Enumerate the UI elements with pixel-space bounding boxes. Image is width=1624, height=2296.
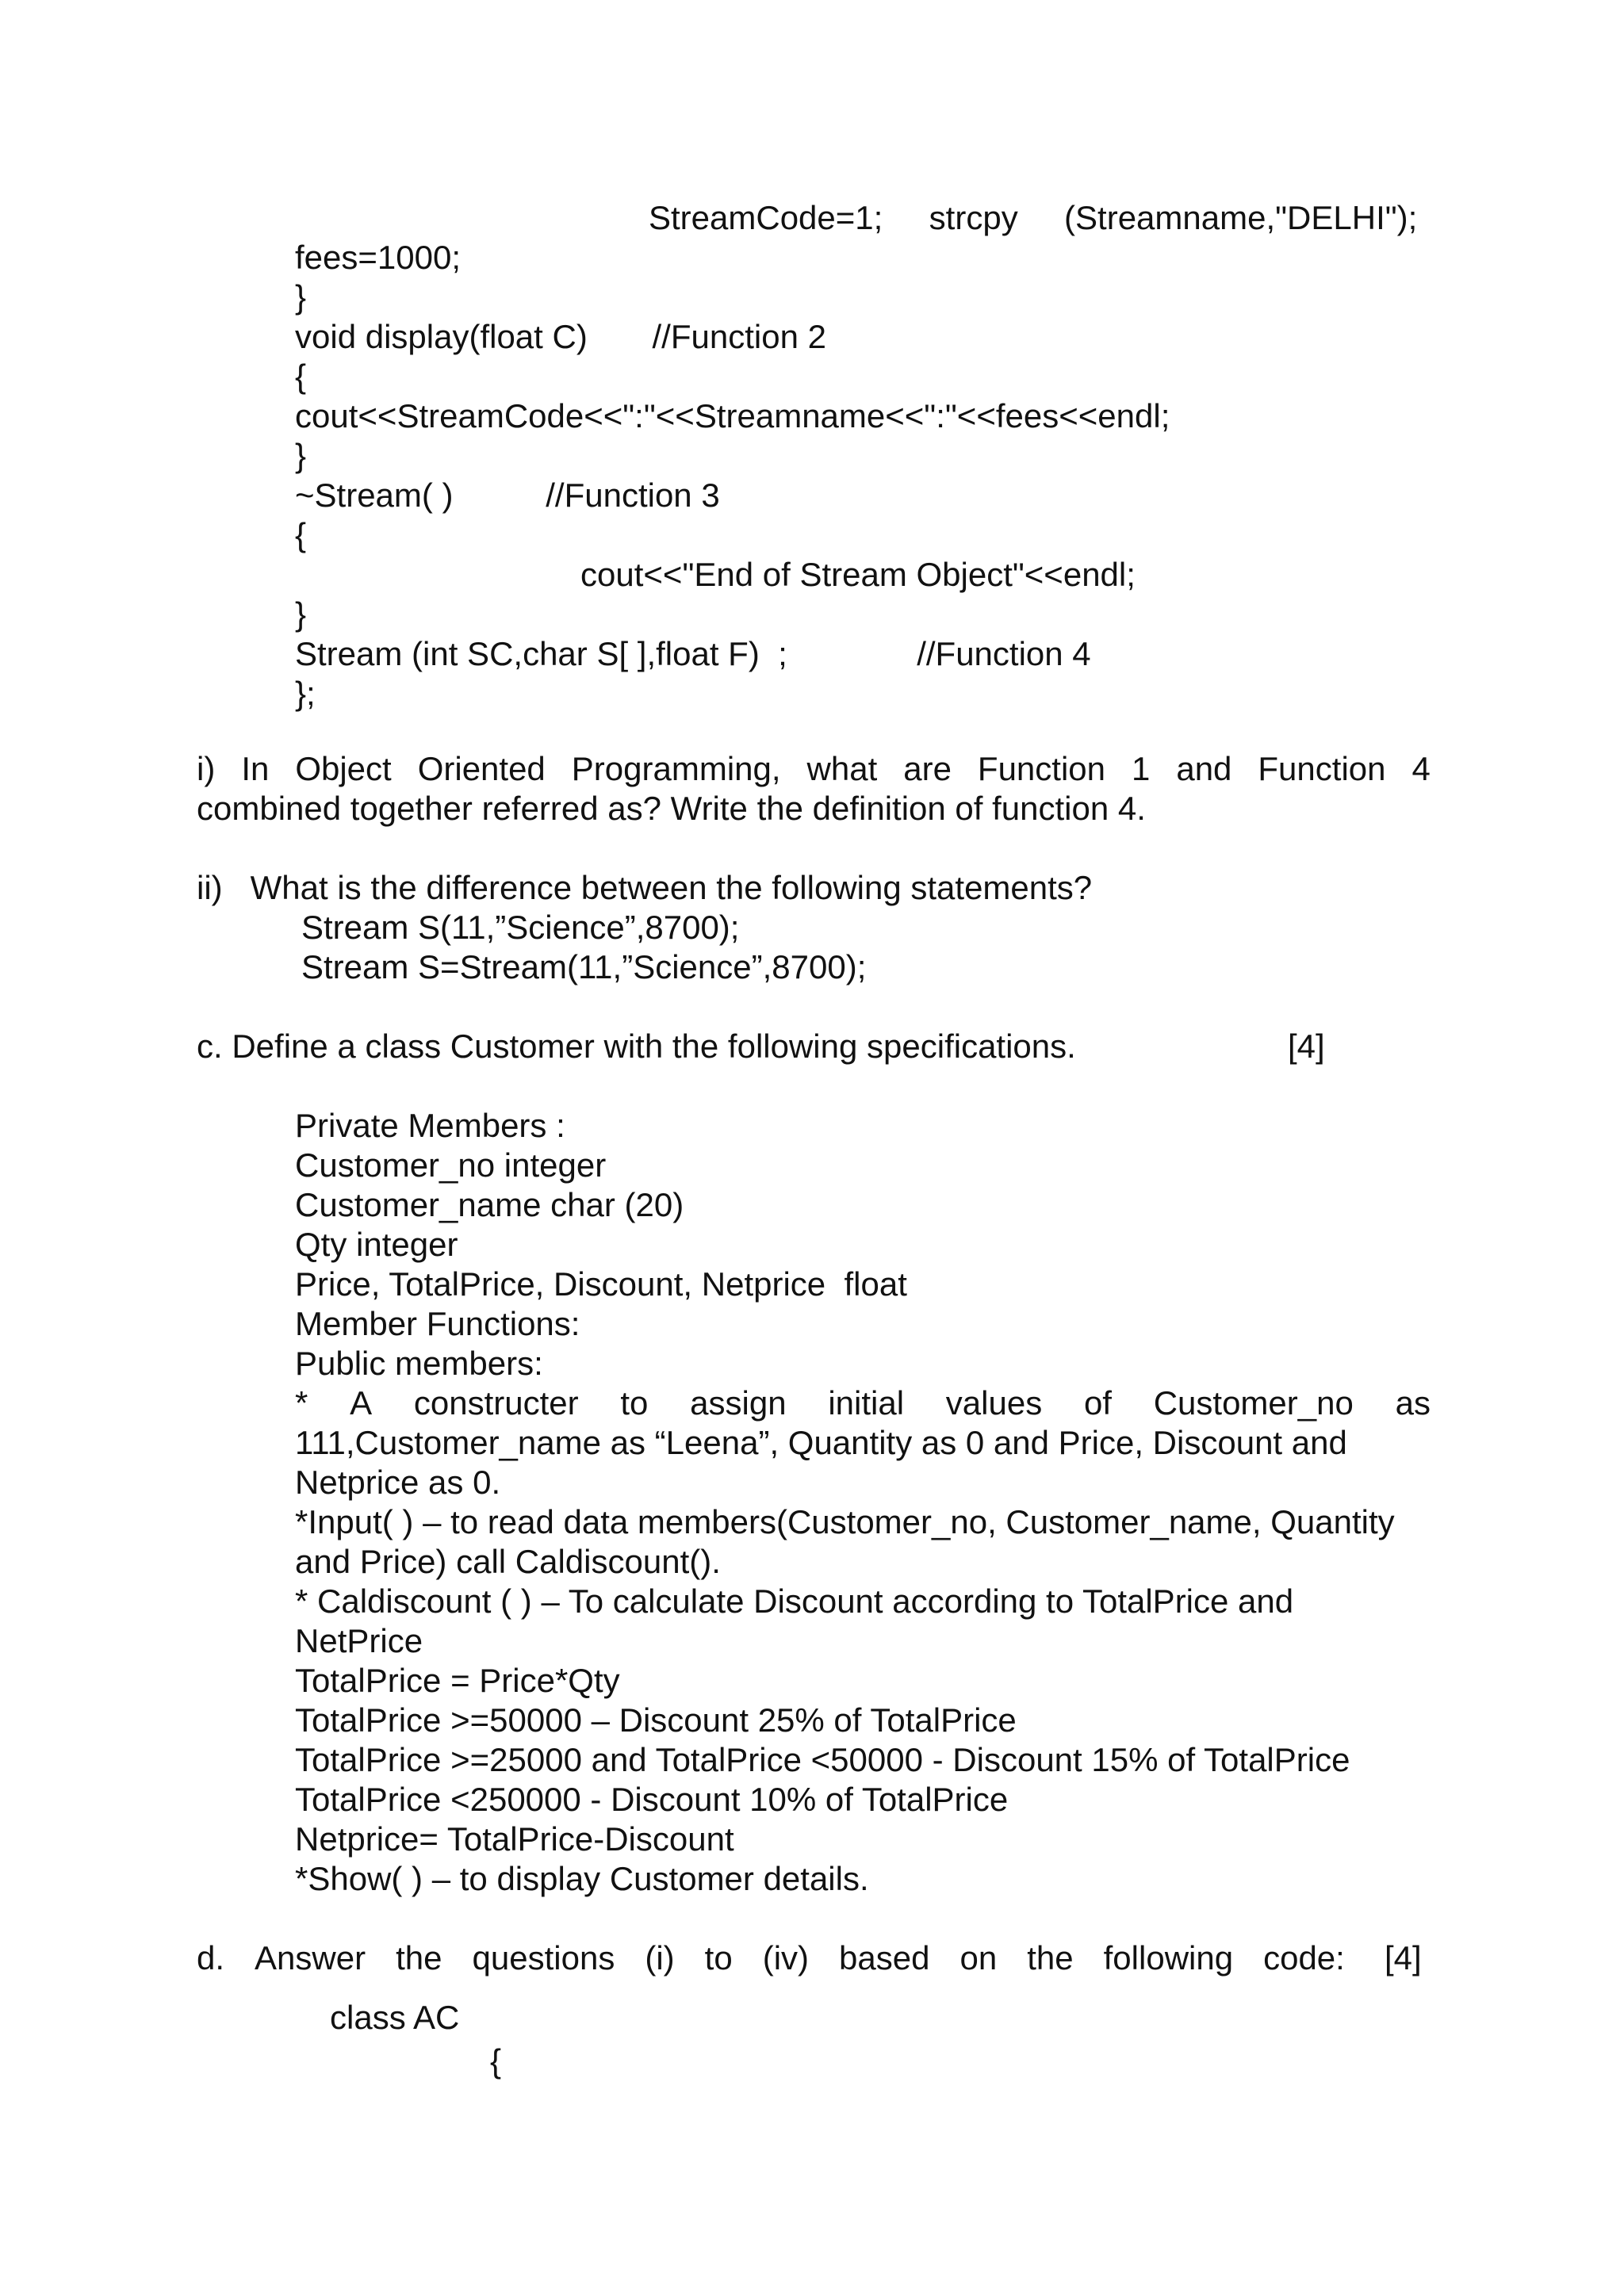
code-line: StreamCode=1; strcpy (Streamname,"DELHI"); — [649, 199, 1418, 236]
code-line: void display(float C) //Function 2 — [295, 318, 826, 355]
spec-line: Customer_no integer — [295, 1146, 607, 1184]
spec-line: *Show( ) – to display Customer details. — [295, 1860, 869, 1897]
spec-line: Customer_name char (20) — [295, 1186, 684, 1223]
word: and — [1176, 750, 1232, 787]
word: on — [959, 1939, 998, 1976]
word: Object — [295, 750, 392, 787]
word: d. — [197, 1939, 225, 1976]
word: of — [1083, 1384, 1112, 1422]
word: the — [396, 1939, 442, 1976]
code-line: cout<<"End of Stream Object"<<endl; — [580, 556, 1136, 593]
question-i-line2: combined together referred as? Write the definition of function 4. — [197, 790, 1146, 827]
word: Oriented — [417, 750, 546, 787]
code-line: fees=1000; — [295, 239, 462, 276]
code-line: { — [295, 516, 307, 553]
word: questions — [472, 1939, 615, 1976]
spec-line: NetPrice — [295, 1622, 423, 1659]
spec-line — [295, 1383, 1431, 1423]
word: what — [806, 750, 878, 787]
code-line: } — [295, 437, 307, 474]
spec-line: Private Members : — [295, 1107, 565, 1144]
code-line: cout<<StreamCode<<":"<<Streamname<<":"<<fees<<endl; — [295, 397, 1170, 434]
question-ii-line1: ii) What is the difference between the following statements? — [197, 869, 1093, 906]
word: A — [350, 1384, 373, 1422]
spec-line: Member Functions: — [295, 1305, 580, 1342]
word: Function — [1258, 750, 1386, 787]
spec-line: Public members: — [295, 1345, 543, 1382]
word: 4 — [1411, 750, 1431, 787]
question-d-marks: [4] — [1385, 1939, 1422, 1976]
spec-line: TotalPrice <250000 - Discount 10% of TotalPrice — [295, 1781, 1009, 1818]
spec-line: Qty integer — [295, 1226, 458, 1263]
word: constructer — [413, 1384, 579, 1422]
spec-line: TotalPrice = Price*Qty — [295, 1662, 620, 1699]
spec-line: *Input( ) – to read data members(Customer_no, Customer_name, Quantity — [295, 1503, 1395, 1540]
question-d-heading — [197, 1938, 1345, 1978]
code-line: { — [295, 358, 307, 395]
word: Programming, — [571, 750, 781, 787]
question-i-line1 — [197, 749, 1431, 789]
code-line: { — [490, 2042, 502, 2080]
spec-line: Price, TotalPrice, Discount, Netprice float — [295, 1265, 907, 1303]
code-line: }; — [295, 675, 316, 712]
code-line: ~Stream( ) //Function 3 — [295, 476, 720, 514]
word: initial — [828, 1384, 905, 1422]
word: as — [1395, 1384, 1431, 1422]
spec-line: TotalPrice >=25000 and TotalPrice <50000 - Discount 15% of TotalPrice — [295, 1741, 1350, 1778]
word: i) — [197, 750, 216, 787]
word: based — [839, 1939, 930, 1976]
word: In — [241, 750, 270, 787]
word: Customer_no — [1153, 1384, 1354, 1422]
spec-line: Netprice as 0. — [295, 1464, 501, 1501]
word: Function — [977, 750, 1106, 787]
word: are — [903, 750, 952, 787]
word: to — [620, 1384, 649, 1422]
code-line: } — [295, 595, 307, 633]
word: assign — [690, 1384, 787, 1422]
spec-line: Netprice= TotalPrice-Discount — [295, 1820, 734, 1858]
word: (iv) — [762, 1939, 810, 1976]
word: to — [704, 1939, 733, 1976]
code-line: class AC — [330, 1999, 460, 2036]
question-c-heading: c. Define a class Customer with the following specifications. — [197, 1027, 1076, 1065]
code-line: Stream (int SC,char S[ ],float F) ; //Function 4 — [295, 635, 1091, 672]
word: * — [295, 1384, 308, 1422]
word: values — [945, 1384, 1043, 1422]
spec-line: TotalPrice >=50000 – Discount 25% of TotalPrice — [295, 1701, 1017, 1739]
code-line: } — [295, 278, 307, 316]
word: 1 — [1132, 750, 1151, 787]
word: code: — [1263, 1939, 1345, 1976]
word: the — [1027, 1939, 1074, 1976]
question-ii-statement: Stream S=Stream(11,”Science”,8700); — [301, 948, 867, 985]
spec-line: and Price) call Caldiscount(). — [295, 1543, 721, 1580]
question-c-marks: [4] — [1288, 1027, 1325, 1065]
word: Answer — [255, 1939, 366, 1976]
word: (i) — [645, 1939, 675, 1976]
question-ii-statement: Stream S(11,”Science”,8700); — [301, 909, 740, 946]
spec-line: 111,Customer_name as “Leena”, Quantity as 0 and Price, Discount and — [295, 1424, 1347, 1461]
spec-line: * Caldiscount ( ) – To calculate Discount according to TotalPrice and — [295, 1582, 1294, 1620]
word: following — [1103, 1939, 1234, 1976]
